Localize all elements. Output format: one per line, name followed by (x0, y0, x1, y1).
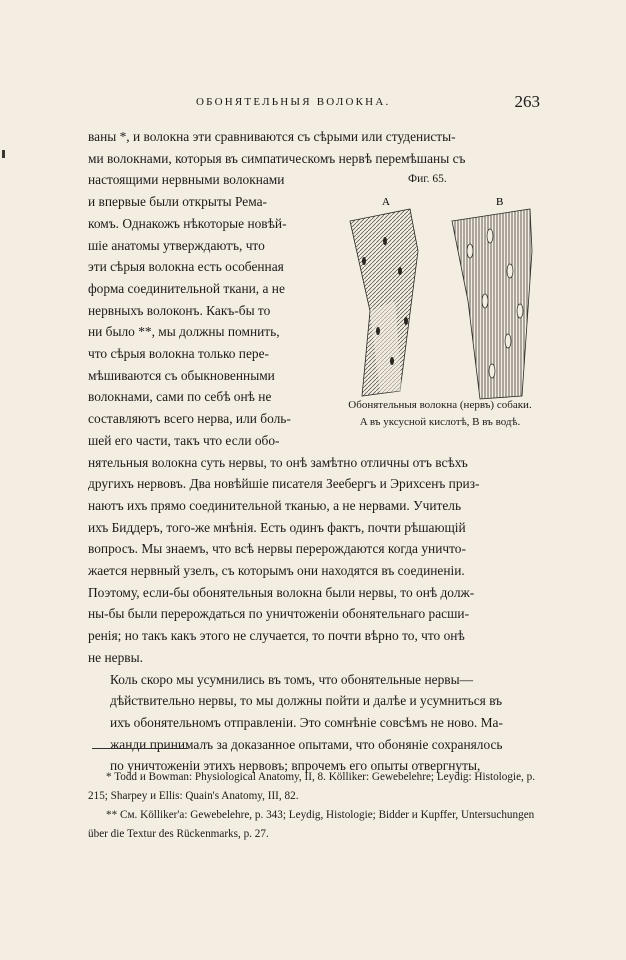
caption-line: A въ уксусной кислотѣ, B въ водѣ. (359, 416, 521, 429)
footnote-1: * Todd и Bowman: Physiological Anatomy, II, 8. Kölliker: Gewebelehre; Leydig: Histologie, p. 215; Sharpey и Ellis: Quain's Anatomy, III, 82. (88, 771, 536, 802)
figure-65 (340, 169, 540, 459)
fiber-illustration (340, 191, 540, 411)
paragraph-2 (88, 669, 540, 778)
text-line: Поэтому, если-бы обонятельныя волокна были нервы, то онѣ долж- (88, 584, 475, 600)
text-line: нятельныя волокна суть нервы, то онѣ замѣтно отличны отъ всѣхъ (88, 454, 468, 470)
text-line: вопросъ. Мы знаемъ, что всѣ нервы перерождаются когда уничто- (88, 541, 466, 557)
text-line: по уничтоженіи этихъ нервовъ; впрочемъ его опыты отвергнуты, (110, 758, 481, 774)
text-line: эти сѣрыя волокна есть особенная (88, 259, 284, 275)
caption-line: Обонятельныя волокна (нервъ) собаки. (348, 399, 532, 412)
text-line: ни было **, мы должны помнить, (88, 324, 280, 340)
panel-b-drawing (452, 209, 532, 399)
text-line: ны-бы были перерождаться по уничтоженіи обонятельнаго расши- (88, 606, 470, 622)
page-header (88, 92, 540, 112)
text-line: наютъ ихъ прямо соединительной тканью, а не нервами. Учитель (88, 497, 462, 513)
text-line: жанди принималъ за доказанное опытами, что обоняніе сохранялось (110, 736, 503, 752)
running-title: ОБОНЯТЕЛЬНЫЯ ВОЛОКНА. (196, 96, 391, 108)
text-line: комъ. Однакожъ нѣкоторые новѣй- (88, 215, 287, 231)
figure-label: Фиг. 65. (408, 173, 447, 186)
text-line: нервныхъ волоконъ. Какъ-бы то (88, 302, 271, 318)
text-line: шіе анатомы утверждаютъ, что (88, 237, 265, 253)
page-edge-mark (2, 150, 5, 158)
text-line: шей его части, такъ что если обо- (88, 432, 280, 448)
text-line: дѣйствительно нервы, то мы должны пойти и далѣе и усумниться въ (110, 693, 503, 709)
text-line: форма соединительной ткани, а не (88, 280, 285, 296)
footnote-divider (92, 748, 188, 749)
text-line: ми волокнами, которыя въ симпатическомъ нервѣ перемѣшаны съ (88, 150, 466, 166)
footnotes (88, 768, 540, 844)
panel-b-label: B (496, 196, 504, 209)
text-line: что сѣрыя волокна только пере- (88, 346, 270, 362)
text-line: ихъ Биддеръ, того-же мнѣнія. Есть одинъ фактъ, почти рѣшающій (88, 519, 466, 535)
text-line: ихъ обонятельномъ отправленіи. Это сомнѣніе совсѣмъ не ново. Ма- (110, 714, 503, 730)
text-line: волокнами, сами по себѣ онѣ не (88, 389, 272, 405)
text-line: ренія; но такъ какъ этого не случается, то почти вѣрно то, что онѣ (88, 628, 465, 644)
page-number: 263 (514, 92, 540, 111)
text-line: настоящими нервными волокнами (88, 172, 285, 188)
figure-caption (340, 397, 540, 431)
text-line: составляютъ всего нерва, или боль- (88, 411, 291, 427)
text-line: жается нервный узелъ, съ которымъ они находятся въ соединеніи. (88, 563, 465, 579)
text-line: мѣшиваются съ обыкновенными (88, 367, 275, 383)
body-text (88, 126, 540, 777)
text-line: не нервы. (88, 649, 143, 665)
paragraph-1 (88, 126, 540, 669)
footnote-2: ** См. Kölliker'a: Gewebelehre, p. 343; Leydig, Histologie; Bidder и Kupffer, Untersuchungen über die Textur des Rückenmarks, p. 27. (88, 809, 535, 840)
panel-a-label: A (382, 196, 390, 209)
text-line: и впервые были открыты Рема- (88, 194, 268, 210)
panel-a-drawing (350, 209, 418, 396)
text-line: другихъ нервовъ. Два новѣйшіе писателя Зеебергъ и Эрихсенъ приз- (88, 476, 480, 492)
text-line: Коль скоро мы усумнились въ томъ, что обонятельные нервы— (110, 671, 473, 687)
text-line: ваны *, и волокна эти сравниваются съ сѣрыми или студенисты- (88, 129, 456, 144)
